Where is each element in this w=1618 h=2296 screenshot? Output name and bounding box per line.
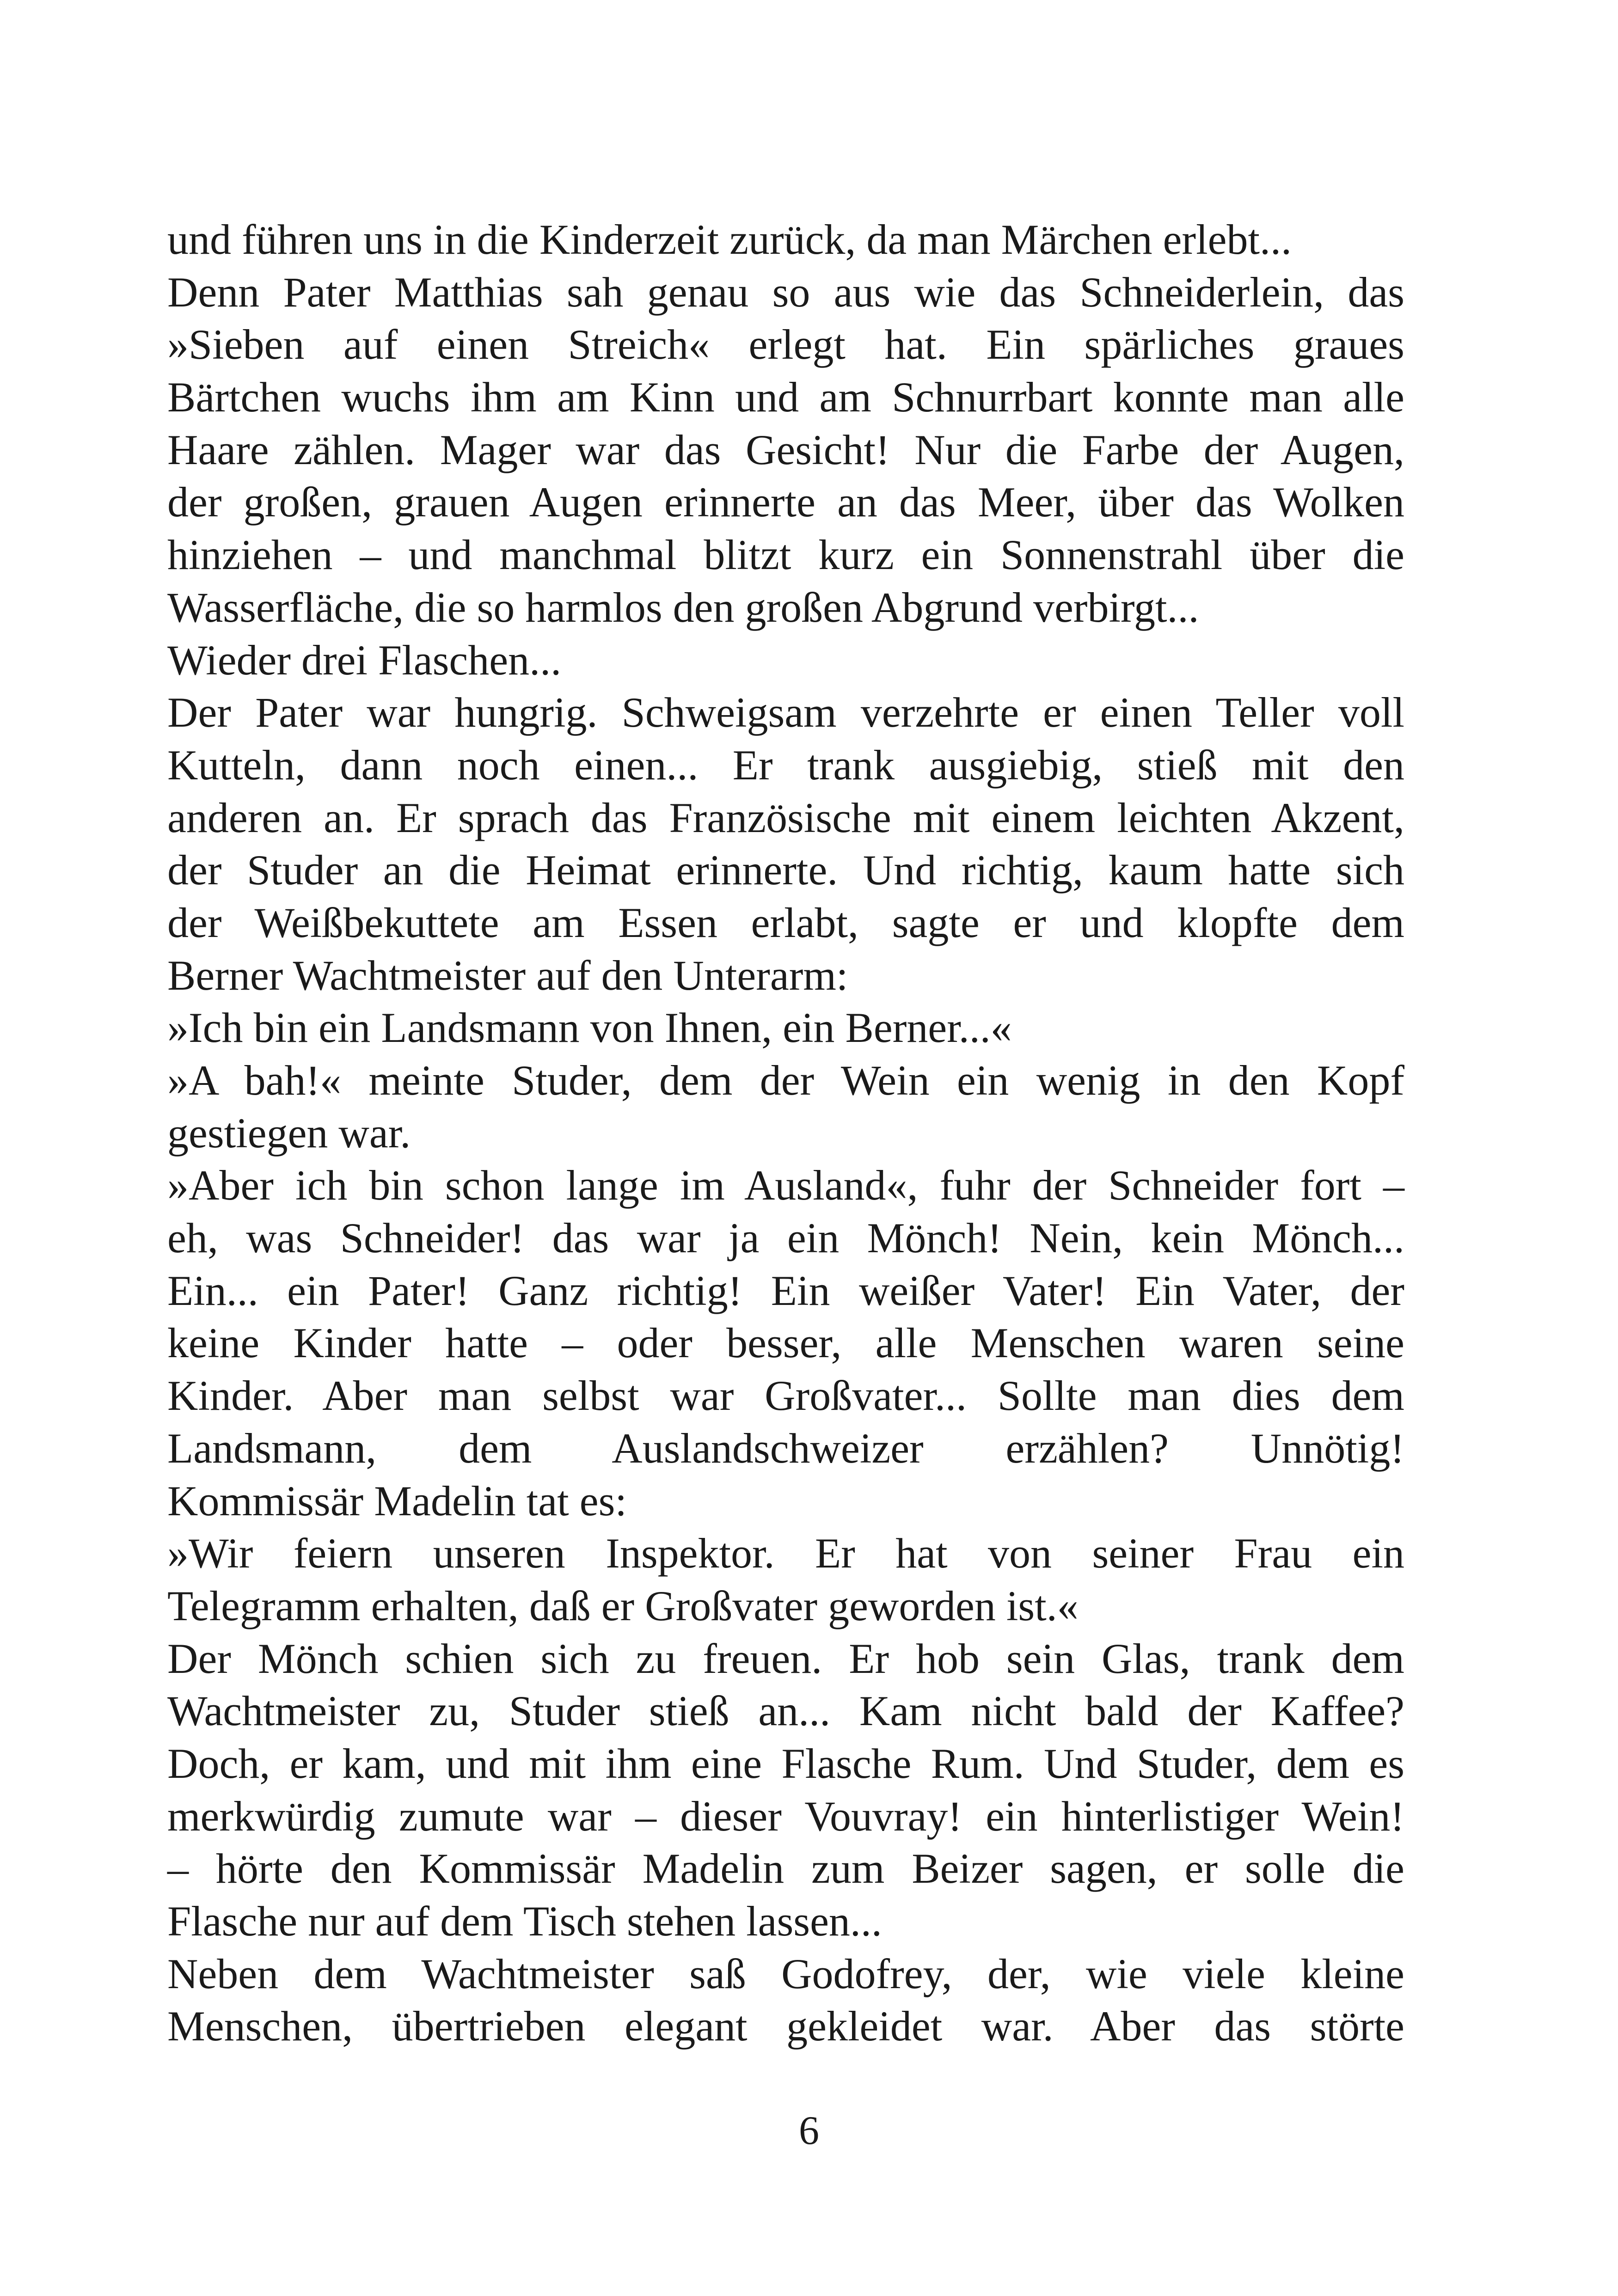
text-line: und führen uns in die Kinderzeit zurück, da man Märchen erlebt... [167, 216, 1292, 263]
text-line: Kommissär Madelin tat es: [167, 1477, 627, 1525]
text-line: »Wir feiern unseren Inspektor. Er hat von seiner Frau ein [167, 1530, 1404, 1577]
body-text [167, 214, 1404, 2053]
text-line: »A bah!« meinte Studer, dem der Wein ein wenig in den Kopf [167, 1057, 1404, 1104]
text-line: anderen an. Er sprach das Französische mit einem leichten Akzent, [167, 794, 1404, 841]
text-line: merkwürdig zumute war – dieser Vouvray! ein hinterlistiger Wein! [167, 1792, 1404, 1840]
text-line: Telegramm erhalten, daß er Großvater geworden ist.« [167, 1582, 1079, 1629]
text-line: – hörte den Kommissär Madelin zum Beizer sagen, er solle die [167, 1845, 1404, 1892]
text-line: Der Pater war hungrig. Schweigsam verzehrte er einen Teller voll [167, 689, 1404, 736]
text-line: hinziehen – und manchmal blitzt kurz ein Sonnenstrahl über die [167, 531, 1404, 579]
text-line: Bärtchen wuchs ihm am Kinn und am Schnurrbart konnte man alle [167, 373, 1404, 421]
text-line: Wasserfläche, die so harmlos den großen Abgrund verbirgt... [167, 583, 1199, 631]
page-number: 6 [799, 2108, 819, 2153]
text-line: Haare zählen. Mager war das Gesicht! Nur die Farbe der Augen, [167, 426, 1404, 473]
text-line: Landsmann, dem Auslandschweizer erzählen? Unnötig! [167, 1424, 1404, 1472]
text-line: »Aber ich bin schon lange im Ausland«, fuhr der Schneider fort – [167, 1162, 1404, 1209]
text-line: eh, was Schneider! das war ja ein Mönch! Nein, kein Mönch... [167, 1214, 1404, 1262]
text-line: Doch, er kam, und mit ihm eine Flasche Rum. Und Studer, dem es [167, 1739, 1404, 1787]
text-line: Kutteln, dann noch einen... Er trank ausgiebig, stieß mit den [167, 741, 1404, 789]
text-line: Kinder. Aber man selbst war Großvater... Sollte man dies dem [167, 1372, 1404, 1420]
text-line: Flasche nur auf dem Tisch stehen lassen... [167, 1898, 882, 1945]
text-line: der Studer an die Heimat erinnerte. Und richtig, kaum hatte sich [167, 846, 1404, 894]
text-line: »Sieben auf einen Streich« erlegt hat. Ein spärliches graues [167, 321, 1404, 368]
text-line: der großen, grauen Augen erinnerte an das Meer, über das Wolken [167, 478, 1404, 526]
text-line: Berner Wachtmeister auf den Unterarm: [167, 951, 848, 999]
text-line: Ein... ein Pater! Ganz richtig! Ein weißer Vater! Ein Vater, der [167, 1267, 1404, 1314]
text-line: Wieder drei Flaschen... [167, 636, 562, 684]
text-line: Der Mönch schien sich zu freuen. Er hob sein Glas, trank dem [167, 1635, 1404, 1682]
text-line: »Ich bin ein Landsmann von Ihnen, ein Berner...« [167, 1004, 1012, 1052]
text-line: Wachtmeister zu, Studer stieß an... Kam nicht bald der Kaffee? [167, 1687, 1404, 1735]
text-line: Denn Pater Matthias sah genau so aus wie das Schneiderlein, das [167, 268, 1404, 316]
text-line: gestiegen war. [167, 1109, 411, 1157]
text-line: keine Kinder hatte – oder besser, alle Menschen waren seine [167, 1319, 1404, 1367]
text-line: der Weißbekuttete am Essen erlabt, sagte er und klopfte dem [167, 899, 1404, 946]
text-line: Neben dem Wachtmeister saß Godofrey, der, wie viele kleine [167, 1950, 1404, 1997]
text-line: Menschen, übertrieben elegant gekleidet war. Aber das störte [167, 2002, 1404, 2050]
